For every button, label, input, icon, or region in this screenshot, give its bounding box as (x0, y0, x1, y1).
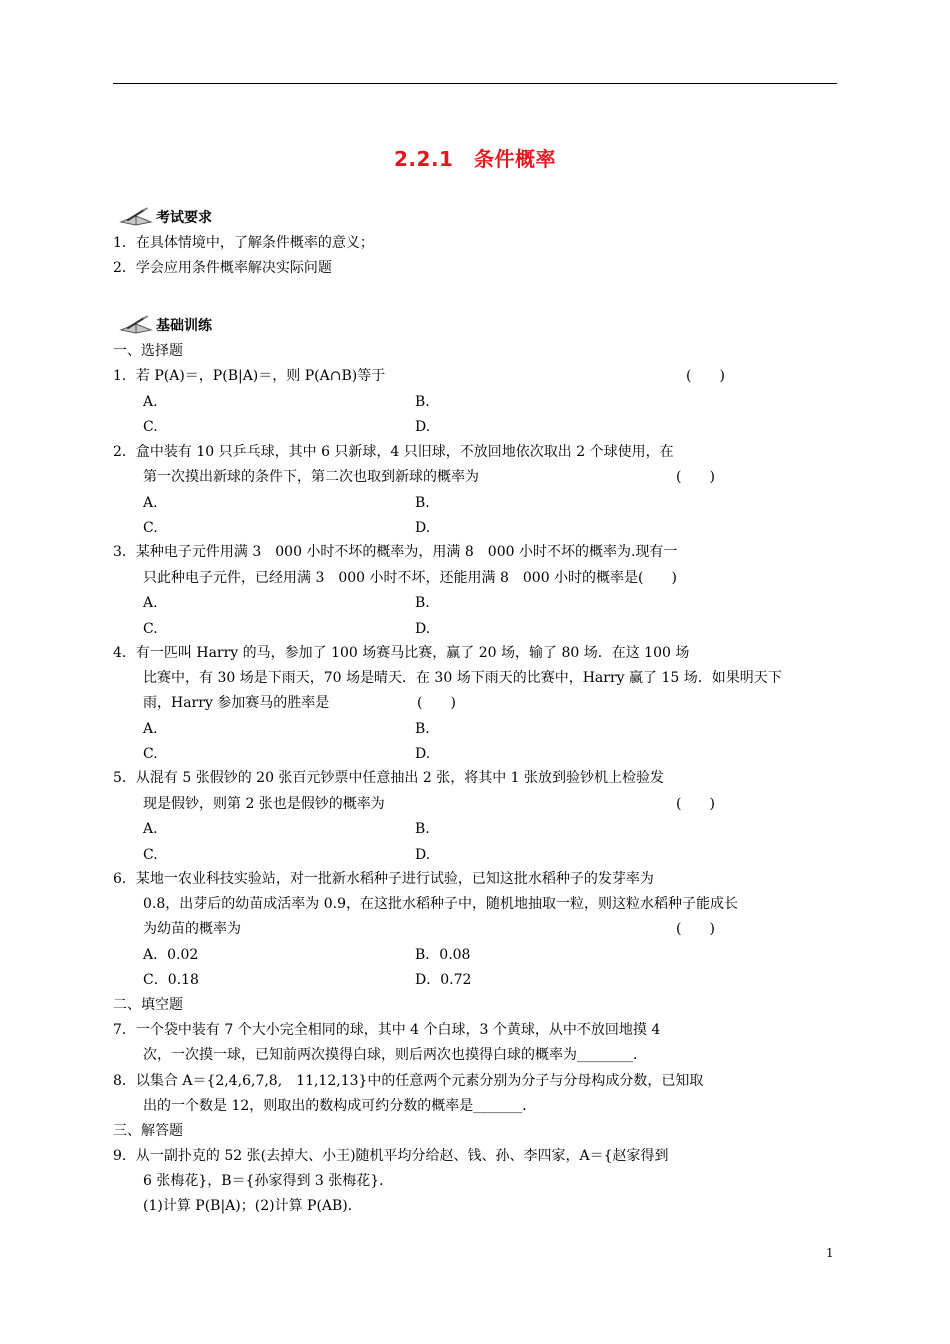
answer-paren: ( ) (676, 921, 715, 937)
question-3-line-1: 3．某种电子元件用满 3 000 小时不坏的概率为，用满 8 000 小时不坏的概率为.现有一 (113, 544, 678, 560)
question-7-line-1: 7．一个袋中装有 7 个大小完全相同的球，其中 4 个白球，3 个黄球，从中不放回地摸 4 (113, 1022, 661, 1038)
question-5-line-1: 5．从混有 5 张假钞的 20 张百元钞票中任意抽出 2 张，将其中 1 张放到验钞机上检验发 (113, 770, 665, 786)
requirement-1: 1．在具体情境中，了解条件概率的意义； (113, 235, 374, 251)
option-b: B. (415, 394, 430, 410)
option-a: A. (143, 721, 158, 737)
question-9-line-2: 6 张梅花}，B＝{孙家得到 3 张梅花}． (143, 1173, 394, 1189)
section-requirements-head (118, 206, 212, 228)
section-training-head (118, 314, 212, 336)
option-a: A. (143, 394, 158, 410)
option-d: D. (415, 847, 431, 863)
part-answer-heading: 三、解答题 (113, 1123, 183, 1139)
question-3-line-2: 只此种电子元件，已经用满 3 000 小时不坏，还能用满 8 000 小时的概率是( ) (143, 570, 677, 586)
option-c: C．0.18 (143, 972, 199, 988)
part-choice-heading: 一、选择题 (113, 343, 183, 359)
option-b: B. (415, 721, 430, 737)
answer-paren: ( ) (676, 469, 715, 485)
requirement-2: 2．学会应用条件概率解决实际问题 (113, 260, 332, 276)
option-b: B．0.08 (415, 947, 471, 963)
option-d: D．0.72 (415, 972, 472, 988)
answer-paren: ( ) (417, 695, 456, 711)
part-fill-heading: 二、填空题 (113, 997, 183, 1013)
option-b: B. (415, 821, 430, 837)
option-a: A. (143, 821, 158, 837)
option-d: D. (415, 520, 431, 536)
option-a: A．0.02 (143, 947, 199, 963)
question-4-line-3: 雨，Harry 参加赛马的胜率是 (143, 695, 330, 711)
question-5-line-2: 现是假钞，则第 2 张也是假钞的概率为 (143, 796, 385, 812)
question-7-line-2: 次，一次摸一球，已知前两次摸得白球，则后两次也摸得白球的概率为________． (143, 1047, 647, 1063)
option-b: B. (415, 495, 430, 511)
question-6-line-2: 0.8，出芽后的幼苗成活率为 0.9，在这批水稻种子中，随机地抽取一粒，则这粒水稻种子能成长 (143, 896, 738, 912)
question-1: 1．若 P(A)＝，P(B|A)＝，则 P(A∩B)等于 (113, 368, 386, 384)
option-b: B. (415, 595, 430, 611)
page-title: 2.2.1 条件概率 (394, 147, 556, 171)
question-8-line-1: 8．以集合 A＝{2,4,6,7,8, 11,12,13}中的任意两个元素分别为分子与分母构成分数，已知取 (113, 1073, 704, 1089)
question-6-line-1: 6．某地一农业科技实验站，对一批新水稻种子进行试验，已知这批水稻种子的发芽率为 (113, 871, 654, 887)
question-4-line-2: 比赛中，有 30 场是下雨天，70 场是晴天．在 30 场下雨天的比赛中，Harry 赢了 15 场．如果明天下 (143, 670, 782, 686)
answer-paren: ( ) (686, 368, 725, 384)
question-9-line-1: 9．从一副扑克的 52 张(去掉大、小王)随机平均分给赵、钱、孙、李四家，A＝{赵家得到 (113, 1148, 669, 1164)
option-d: D. (415, 746, 431, 762)
question-8-line-2: 出的一个数是 12，则取出的数构成可约分数的概率是_______． (143, 1098, 537, 1114)
question-9-line-3: (1)计算 P(B|A)；(2)计算 P(AB)． (143, 1198, 362, 1214)
option-c: C. (143, 419, 158, 435)
question-4-line-1: 4．有一匹叫 Harry 的马，参加了 100 场赛马比赛，赢了 20 场，输了 80 场．在这 100 场 (113, 645, 690, 661)
option-a: A. (143, 595, 158, 611)
option-d: D. (415, 621, 431, 637)
section-training-label: 基础训练 (156, 318, 212, 334)
book-pen-icon (118, 207, 154, 227)
option-c: C. (143, 847, 158, 863)
option-c: C. (143, 621, 158, 637)
option-a: A. (143, 495, 158, 511)
header-rule (113, 83, 837, 84)
question-6-line-3: 为幼苗的概率为 (143, 921, 241, 937)
question-2-line-1: 2．盒中装有 10 只乒乓球，其中 6 只新球，4 只旧球，不放回地依次取出 2 个球使用，在 (113, 444, 674, 460)
page-number: 1 (826, 1246, 834, 1260)
book-pen-icon (118, 315, 154, 335)
answer-paren: ( ) (676, 796, 715, 812)
option-c: C. (143, 746, 158, 762)
option-d: D. (415, 419, 431, 435)
section-requirements-label: 考试要求 (156, 210, 212, 226)
question-2-line-2: 第一次摸出新球的条件下，第二次也取到新球的概率为 (143, 469, 479, 485)
option-c: C. (143, 520, 158, 536)
